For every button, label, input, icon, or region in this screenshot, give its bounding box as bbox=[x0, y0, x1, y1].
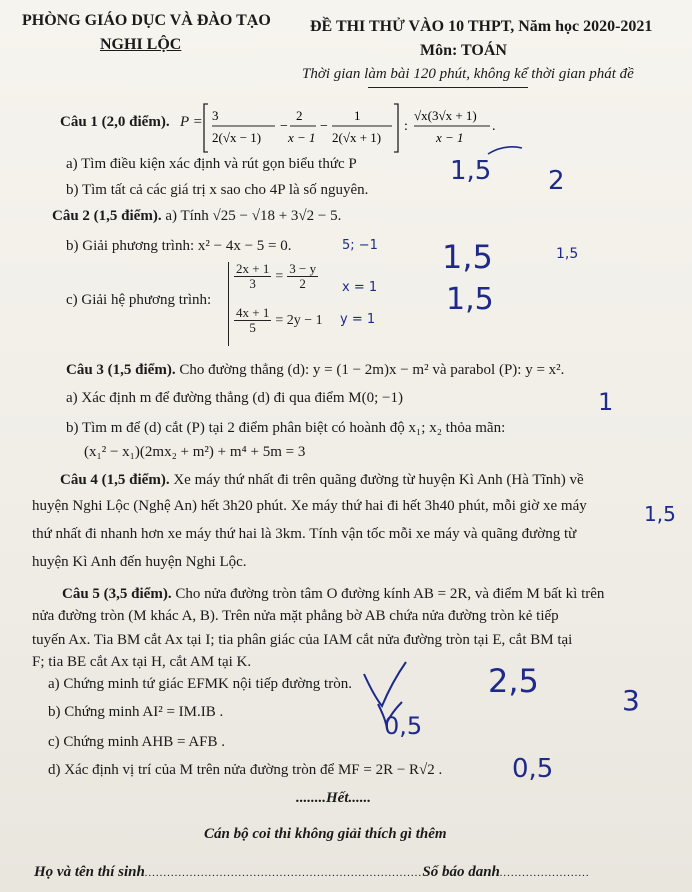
q5-part-a: a) Chứng minh tứ giác EFMK nội tiếp đường tròn. bbox=[48, 676, 352, 692]
system-brace bbox=[228, 262, 229, 346]
hw-score-q1: 1,5 bbox=[450, 156, 492, 186]
q5-line-2: nửa đường tròn (M khác A, B). Trên nửa mặt phẳng bờ AB chứa nửa đường tròn kẻ tiếp bbox=[32, 608, 559, 624]
time-note-underline bbox=[368, 87, 528, 88]
system-eq-1: $\frac{2x + 1}{3}$ = $\frac{3 - y}{2}$ bbox=[236, 261, 317, 291]
q2-label: Câu 2 (1,5 điểm). a) Tính √25 − √18 + 3√2 − 5. bbox=[52, 208, 342, 224]
svg-text:2(√x + 1): 2(√x + 1) bbox=[332, 130, 382, 145]
time-note: Thời gian làm bài 120 phút, không kể thời gian phát đề bbox=[302, 66, 634, 82]
q5-part-b: b) Chứng minh AI² = IM.IB . bbox=[48, 704, 224, 720]
q4-line-2: huyện Nghi Lộc (Nghệ An) hết 3h20 phút. Xe máy thứ hai đi hết 3h40 phút, mỗi giờ xe máy bbox=[32, 498, 587, 514]
q1-expression bbox=[200, 100, 510, 156]
svg-text:3: 3 bbox=[212, 108, 219, 123]
hw-score-q1-total: 2 bbox=[548, 166, 565, 196]
svg-text:1: 1 bbox=[354, 108, 361, 123]
department-name: PHÒNG GIÁO DỤC VÀ ĐÀO TẠO bbox=[22, 12, 271, 29]
q5-part-c: c) Chứng minh AHB = AFB . bbox=[48, 734, 226, 750]
hw-checkmark-b bbox=[376, 700, 406, 730]
hw-score-q5: 2,5 bbox=[488, 662, 539, 700]
q5-line-4: F; tia BE cắt Ax tại H, cắt AM tại K. bbox=[32, 654, 252, 670]
q2-part-b: b) Giải phương trình: x² − 4x − 5 = 0. bbox=[66, 238, 292, 254]
q3-part-b-equation: (x₁² − x₁)(2mx₂ + m²) + m⁴ + 5m = 3 bbox=[84, 444, 306, 460]
q5-line-3: tuyến Ax. Tia BM cắt Ax tại I; tia phân giác của IAM cắt nửa đường tròn tại E, cắt BM tại bbox=[32, 632, 573, 648]
svg-text:x − 1: x − 1 bbox=[436, 130, 464, 145]
svg-text::: : bbox=[404, 119, 408, 134]
subject: Môn: TOÁN bbox=[420, 42, 507, 59]
q4-line-4: huyện Kì Anh đến huyện Nghi Lộc. bbox=[32, 554, 247, 570]
exam-title: ĐỀ THI THỬ VÀO 10 THPT, Năm học 2020-2021 bbox=[310, 18, 653, 35]
q3-intro: Câu 3 (1,5 điểm). Cho đường thẳng (d): y = (1 − 2m)x − m² và parabol (P): y = x². bbox=[66, 362, 565, 378]
candidate-name-line: Họ và tên thí sinh..........................................................................Số báo danh........................ bbox=[34, 864, 590, 880]
q3-part-b: b) Tìm m để (d) cắt (P) tại 2 điểm phân biệt có hoành độ x₁; x₂ thỏa mãn: bbox=[66, 420, 506, 436]
svg-text:x − 1: x − 1 bbox=[288, 130, 316, 145]
hw-score-q3: 1 bbox=[598, 388, 614, 416]
q5-line-1: Câu 5 (3,5 điểm). Cho nửa đường tròn tâm O đường kính AB = 2R, và điểm M bất kì trên bbox=[62, 586, 605, 602]
district-name: NGHI LỘC bbox=[100, 36, 182, 53]
q1-part-a: a) Tìm điều kiện xác định và rút gọn biểu thức P bbox=[66, 156, 357, 172]
q2-part-c: c) Giải hệ phương trình: bbox=[66, 292, 212, 308]
q5-part-d: d) Xác định vị trí của M trên nửa đường tròn để MF = 2R − R√2 . bbox=[48, 762, 443, 778]
hw-score-q5-total: 3 bbox=[622, 684, 640, 717]
q4-line-1: Câu 4 (1,5 điểm). Xe máy thứ nhất đi trên quãng đường từ huyện Kì Anh (Hà Tĩnh) về bbox=[60, 472, 584, 488]
q1-part-b: b) Tìm tất cả các giá trị x sao cho 4P là số nguyên. bbox=[66, 182, 369, 198]
hw-score-q2c: 1,5 bbox=[446, 282, 494, 317]
hw-score-q2-total: 1,5 bbox=[556, 246, 579, 262]
system-eq-2: $\frac{4x + 1}{5}$ = 2y − 1 bbox=[236, 305, 323, 335]
svg-text:−: − bbox=[280, 119, 288, 134]
svg-text:√x(3√x + 1): √x(3√x + 1) bbox=[414, 108, 477, 123]
hw-note-q2b: 5; −1 bbox=[342, 238, 378, 253]
q1-label: Câu 1 (2,0 điểm). bbox=[60, 114, 170, 130]
hw-note-y: y = 1 bbox=[340, 312, 376, 327]
hw-score-q4: 1,5 bbox=[644, 502, 676, 526]
q1-expr-prefix: P = bbox=[180, 114, 203, 130]
end-marker: ........Hết...... bbox=[296, 790, 371, 806]
hw-score-q5d: 0,5 bbox=[512, 754, 554, 784]
svg-text:2: 2 bbox=[296, 108, 303, 123]
svg-text:.: . bbox=[492, 119, 496, 134]
svg-text:2(√x − 1): 2(√x − 1) bbox=[212, 130, 262, 145]
q3-part-a: a) Xác định m để đường thẳng (d) đi qua điểm M(0; −1) bbox=[66, 390, 403, 406]
hw-note-x: x = 1 bbox=[342, 280, 378, 295]
hw-stroke bbox=[486, 140, 526, 160]
proctor-note: Cán bộ coi thi không giải thích gì thêm bbox=[204, 826, 447, 842]
svg-text:−: − bbox=[320, 119, 328, 134]
hw-score-q5b: 0,5 bbox=[384, 712, 423, 740]
hw-score-q2: 1,5 bbox=[442, 238, 493, 276]
q4-line-3: thứ nhất đi nhanh hơn xe máy thứ hai là 3km. Tính vận tốc mỗi xe máy và quãng đường từ bbox=[32, 526, 577, 542]
